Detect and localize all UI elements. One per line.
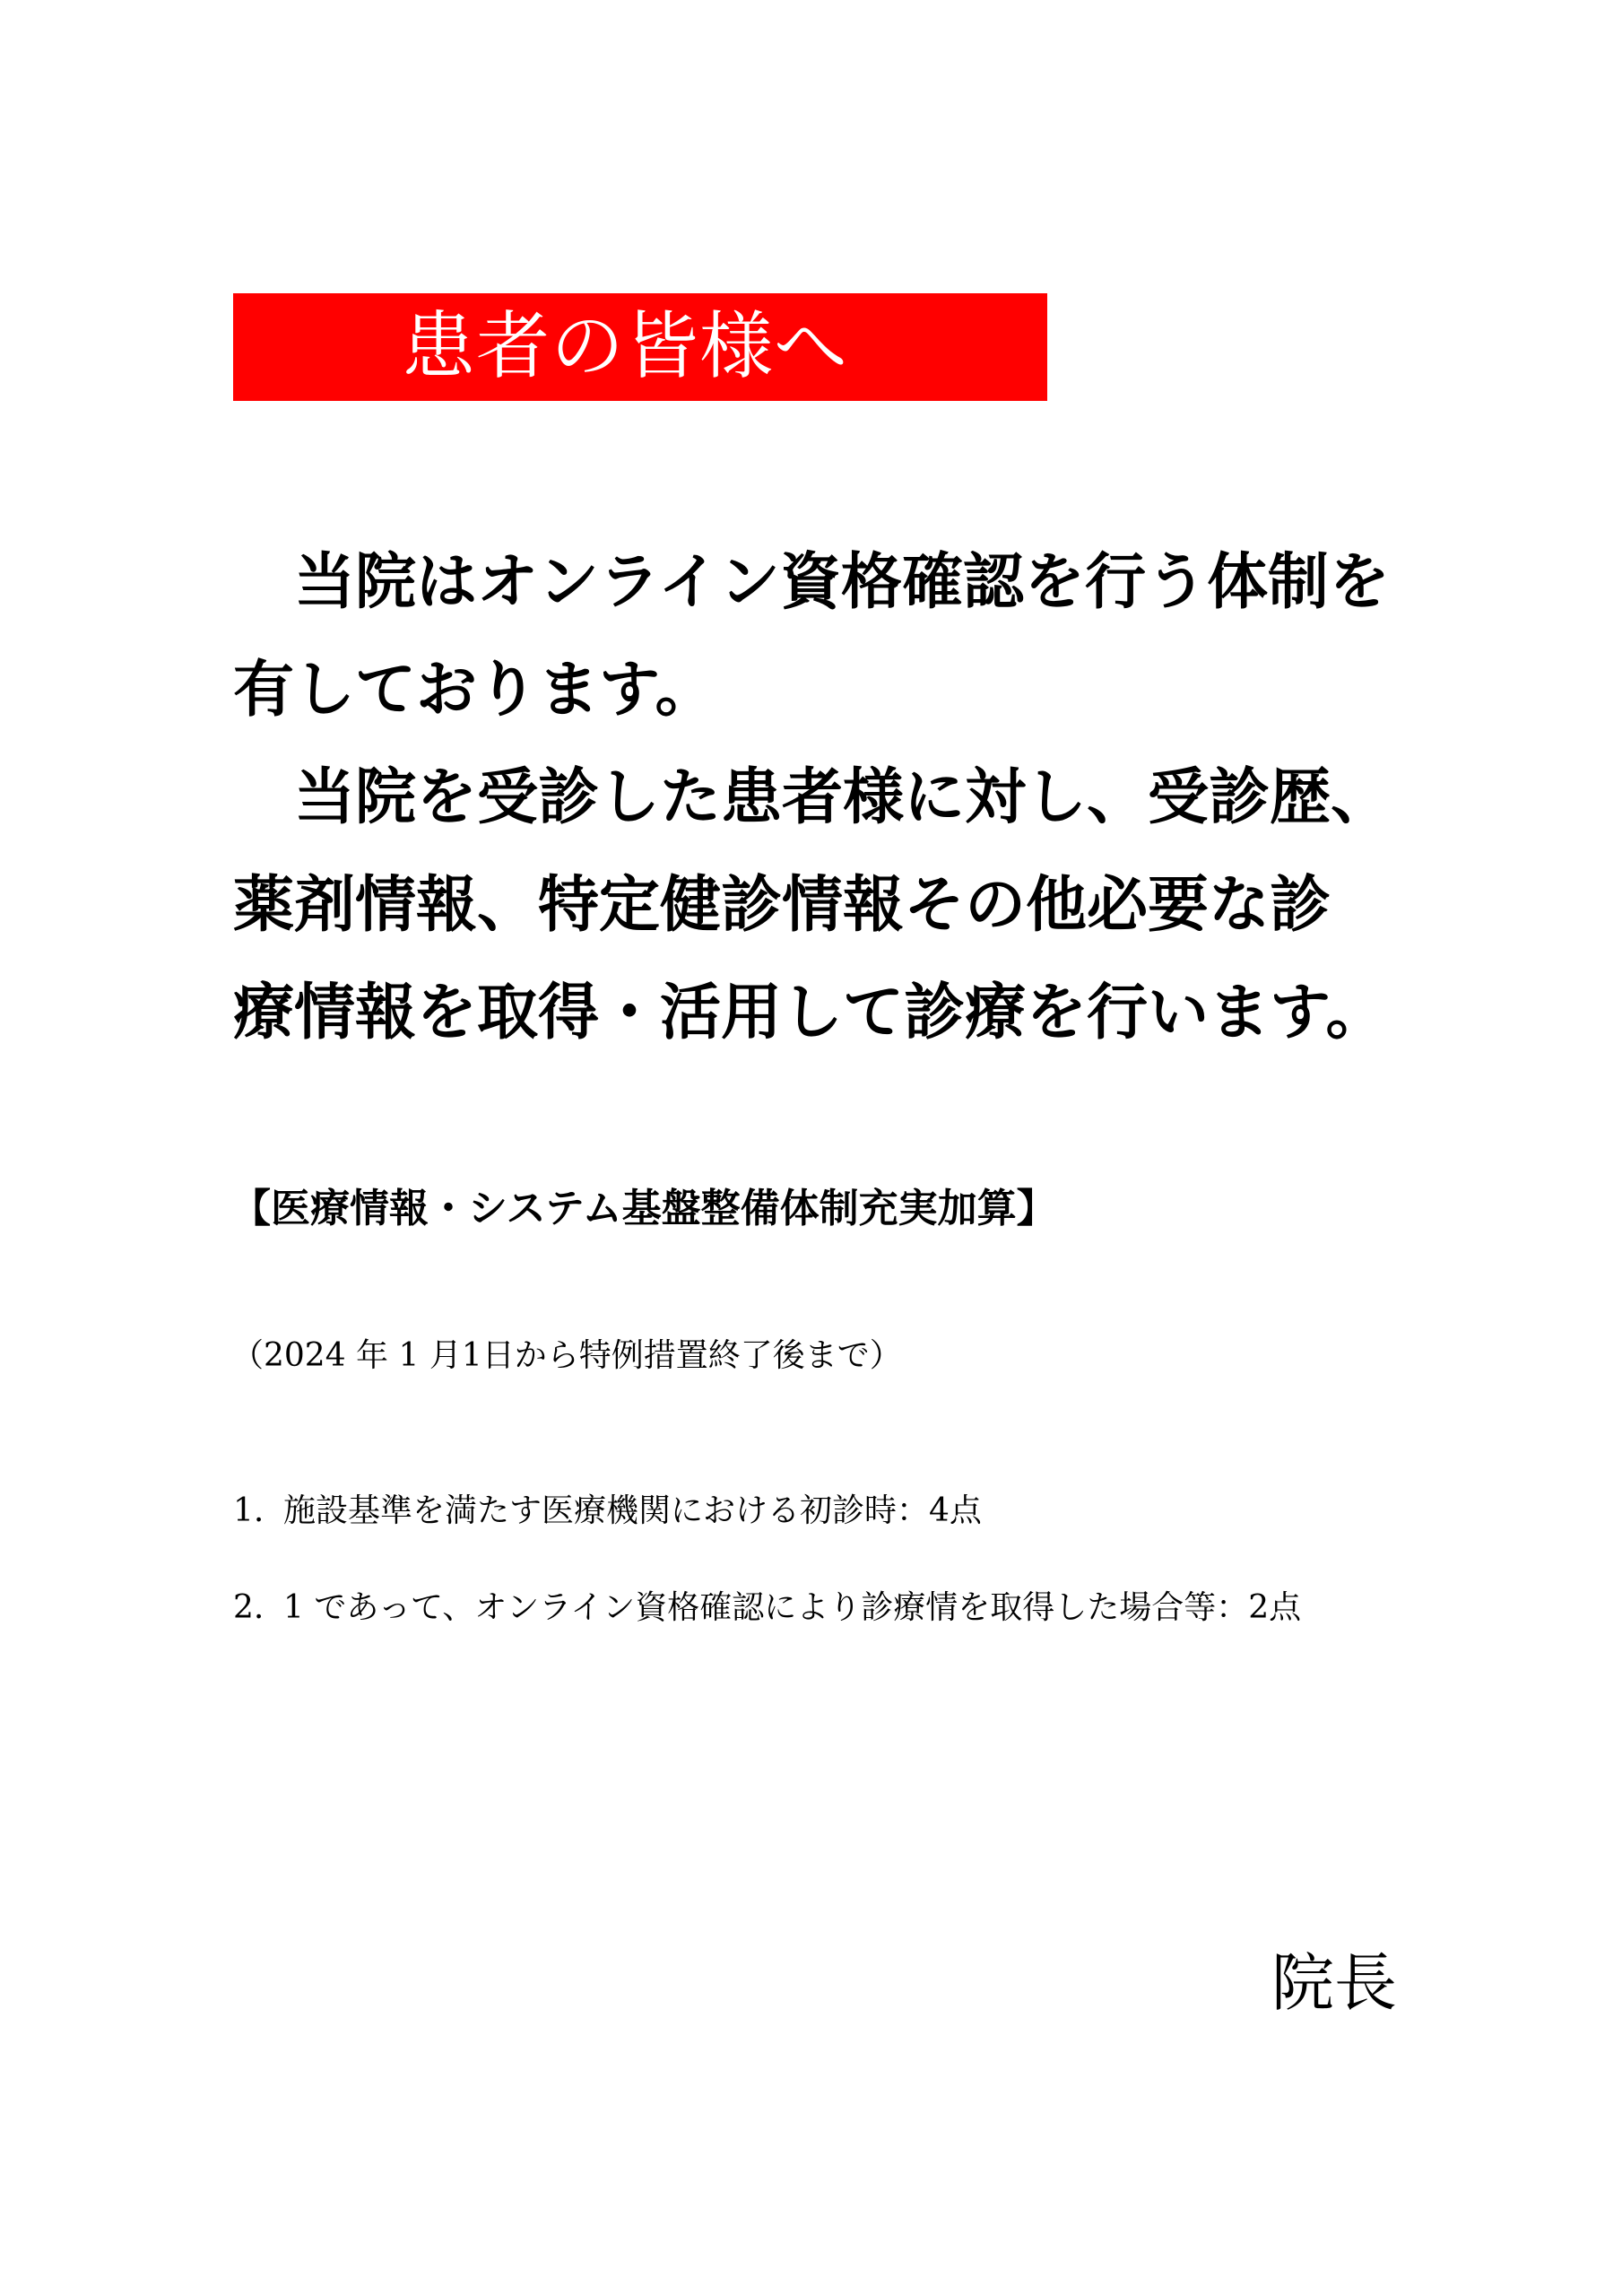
- main-statement-line: 当院を受診した患者様に対し、受診歴、: [233, 762, 1392, 833]
- list-item-number: 1.: [233, 1492, 265, 1529]
- main-statement-line: 有しております。: [233, 655, 716, 726]
- signature: 院長: [1271, 1946, 1397, 2020]
- list-item: [233, 1489, 1301, 1534]
- list-item: [233, 1586, 1301, 1631]
- main-statement-line: 当院はオンライン資格確認を行う体制を: [233, 547, 1390, 618]
- main-statement-line: 療情報を取得・活用して診療を行います。: [233, 978, 1387, 1048]
- points-list: [233, 1489, 1301, 1683]
- list-item-text: 施設基準を満たす医療機関における初診時：4点: [283, 1492, 982, 1529]
- list-item-number: 2.: [233, 1589, 265, 1626]
- period-note: （2024 年 1 月1日から特例措置終了後まで）: [231, 1337, 902, 1374]
- page-title: 患者の皆様へ: [402, 304, 849, 389]
- main-statement-line: 薬剤情報、特定健診情報その他必要な診: [233, 870, 1331, 941]
- title-banner: [233, 293, 1047, 401]
- section-heading: 【医療情報・システム基盤整備体制充実加算】: [231, 1186, 1056, 1231]
- main-statement: [233, 529, 1417, 1067]
- list-item-text: 1 であって、オンライン資格確認により診療情を取得した場合等：2点: [283, 1589, 1302, 1626]
